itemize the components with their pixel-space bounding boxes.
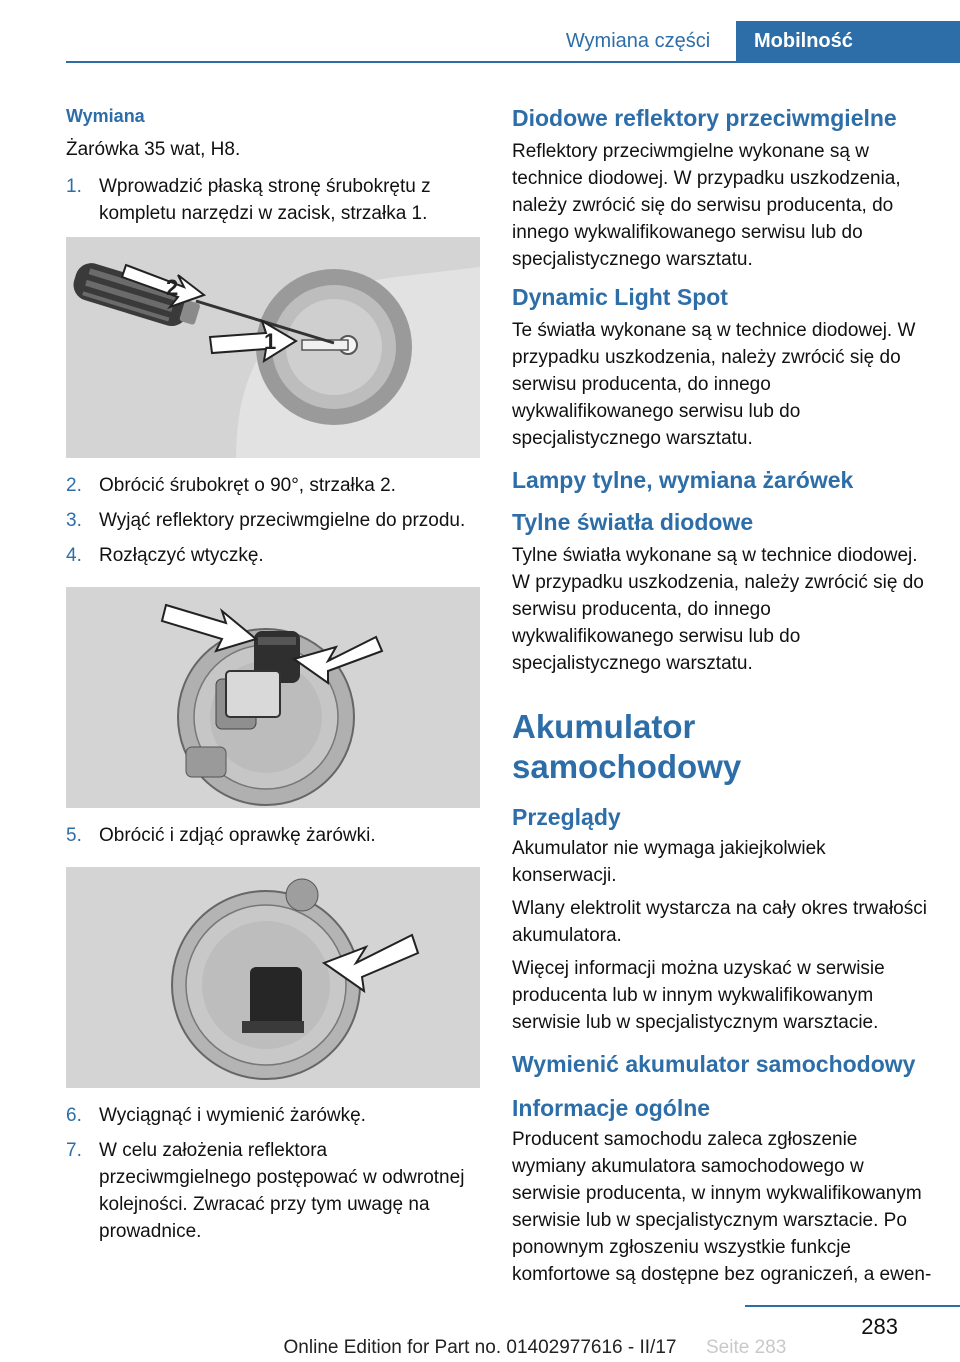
review-heading: Przeglądy bbox=[512, 804, 621, 830]
step-text: Wyciągnąć i wymienić żarówkę. bbox=[99, 1105, 366, 1126]
replace-battery-heading: Wymienić akumulator samochodowy bbox=[512, 1051, 916, 1077]
step-text: W celu założenia reflektora przeciwmgielnego postępować w odwrotnej kolejności. Zwracać przy tym uwagę na prowadnice. bbox=[99, 1140, 465, 1242]
tail-led-text: Tylne światła wykonane są w technice diodowej. W przypadku uszkodzenia, należy zwrócić się do serwisu producenta, do innego wykwalifikowanego serwisu lub do specjalistycznego warsztatu. bbox=[512, 545, 924, 674]
step-item bbox=[66, 173, 480, 227]
tail-lamps-heading: Lampy tylne, wymiana żarówek bbox=[512, 467, 854, 493]
right-column bbox=[512, 104, 932, 1288]
review-paragraph-2: Wlany elektrolit wystarcza na cały okres trwałości akumulatora. bbox=[512, 898, 927, 946]
step-number: 4. bbox=[66, 545, 82, 566]
screwdriver-illustration bbox=[66, 237, 480, 458]
left-column bbox=[66, 104, 480, 1253]
led-fog-heading: Diodowe reflektory przeciwmgielne bbox=[512, 105, 897, 131]
page-header bbox=[0, 21, 960, 61]
step-text: Rozłączyć wtyczkę. bbox=[99, 545, 264, 566]
bulb-holder-illustration bbox=[66, 867, 480, 1088]
step-text: Wprowadzić płaską stronę śrubokrętu z kompletu narzędzi w zacisk, strzałka 1. bbox=[99, 176, 431, 224]
figure-connector bbox=[66, 587, 480, 808]
tail-led-heading: Tylne światła diodowe bbox=[512, 509, 754, 535]
steps-list-4 bbox=[66, 1102, 480, 1245]
footer-rule bbox=[745, 1305, 960, 1307]
page-number: 283 bbox=[861, 1314, 898, 1339]
bulb-spec: Żarówka 35 wat, H8. bbox=[66, 139, 241, 160]
led-fog-text: Reflektory przeciwmgielne wykonane są w technice diodowej. W przypadku uszkodzenia, należy zwrócić się do serwisu producenta, do innego wykwalifikowanego serwisu lub do specjalistycznego warsztatu. bbox=[512, 141, 901, 270]
general-info-text: Producent samochodu zaleca zgłoszenie wymiany akumulatora samochodowego w serwisie producenta, w innym wykwalifikowanym serwisie lub w specjalistycznym warsztacie. Po ponownym zgłoszeniu wszystkie funkcje komfortowe są dostępne bez ograniczeń, a ewen- bbox=[512, 1129, 932, 1285]
header-chapter-tab: Mobilność bbox=[736, 21, 960, 61]
steps-list-1 bbox=[66, 173, 480, 227]
step-text: Obrócić śrubokręt o 90°, strzałka 2. bbox=[99, 475, 396, 496]
general-info-heading: Informacje ogólne bbox=[512, 1095, 711, 1121]
step-item bbox=[66, 1137, 480, 1245]
dynamic-light-spot-heading: Dynamic Light Spot bbox=[512, 284, 728, 310]
arrow-2-label: 2 bbox=[166, 275, 179, 300]
step-item bbox=[66, 1102, 480, 1129]
step-number: 1. bbox=[66, 176, 82, 197]
step-item bbox=[66, 822, 480, 849]
step-text: Wyjąć reflektory przeciwmgielne do przodu. bbox=[99, 510, 466, 531]
step-number: 3. bbox=[66, 510, 82, 531]
steps-list-3 bbox=[66, 822, 480, 849]
step-number: 5. bbox=[66, 825, 82, 846]
arrow-1-label: 1 bbox=[264, 329, 277, 354]
steps-list-2 bbox=[66, 472, 480, 569]
step-item bbox=[66, 472, 480, 499]
review-paragraph-1: Akumulator nie wymaga jakiejkolwiek konserwacji. bbox=[512, 838, 826, 886]
replacement-heading: Wymiana bbox=[66, 106, 145, 126]
step-number: 6. bbox=[66, 1105, 82, 1126]
edition-note: Online Edition for Part no. 01402977616 - II/17 bbox=[283, 1337, 677, 1358]
step-text: Obrócić i zdjąć oprawkę żarówki. bbox=[99, 825, 376, 846]
battery-heading: Akumulator samochodowy bbox=[512, 708, 742, 785]
watermark: Seite 283 bbox=[706, 1337, 787, 1358]
review-paragraph-3: Więcej informacji można uzyskać w serwisie producenta lub w innym wykwalifikowanym serwisie lub w specjalistycznym warsztacie. bbox=[512, 958, 885, 1033]
dynamic-light-spot-text: Te światła wykonane są w technice diodowej. W przypadku uszkodzenia, należy zwrócić się do serwisu producenta, do innego wykwalifikowanego serwisu lub do specjalistycznego warsztatu. bbox=[512, 320, 916, 449]
header-rule bbox=[66, 61, 960, 63]
figure-screwdriver bbox=[66, 237, 480, 458]
fog-lamp-connector-illustration bbox=[66, 587, 480, 808]
step-number: 7. bbox=[66, 1140, 82, 1161]
step-number: 2. bbox=[66, 475, 82, 496]
step-item bbox=[66, 507, 480, 534]
header-section-title: Wymiana części bbox=[565, 30, 711, 52]
figure-bulb-holder bbox=[66, 867, 480, 1088]
step-item bbox=[66, 542, 480, 569]
